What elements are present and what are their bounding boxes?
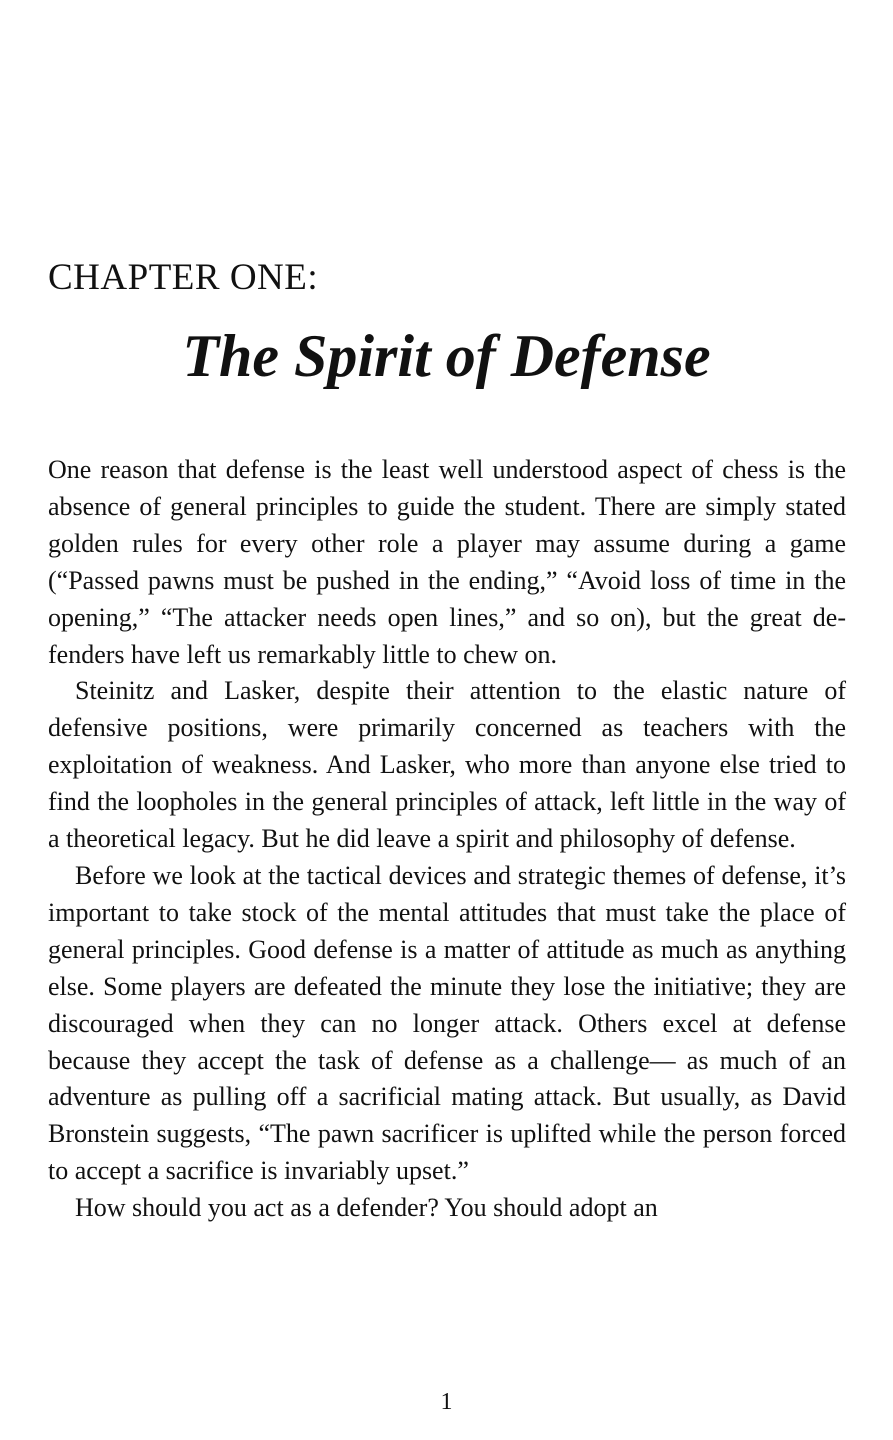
chapter-label: CHAPTER ONE:: [48, 257, 319, 298]
paragraph: Before we look at the tactical devices and strategic themes of defense, it’s important to take stock of the mental attitudes that must take the place of general principles. Good defense is a matter of attitude as much as anything else. Some players are defeated the minute they lose the initiative; they are discouraged when they can no longer attack. Others excel at defense because they accept the task of defense as a challenge— as much of an adventure as pulling off a sacrificial mating attack. But usually, as David Bronstein suggests, “The pawn sacrificer is uplifted while the person forced to accept a sacrifice is invariably upset.”: [48, 860, 846, 1186]
paragraph: One reason that defense is the least well understood aspect of chess is the absence of general principles to guide the student. There are simply stated golden rules for every other role a player may assume during a game (“Passed pawns must be pushed in the ending,” “Avoid loss of time in the opening,” “The attacker needs open lines,” and so on), but the great defenders have left us remarkably little to chew on.: [48, 455, 846, 669]
paragraph: How should you act as a defender? You should adopt an: [75, 1193, 658, 1223]
paragraph: Steinitz and Lasker, despite their attention to the elastic nature of defensive positions, were primarily concerned as teachers with the exploitation of weakness. And Lasker, who more than anyone else tried to find the loopholes in the general principles of attack, left little in the way of a theoretical legacy. But he did leave a spirit and philosophy of defense.: [48, 676, 846, 854]
body-text: [48, 452, 846, 1227]
chapter-title: The Spirit of Defense: [182, 323, 711, 389]
page-number: 1: [440, 1389, 453, 1415]
